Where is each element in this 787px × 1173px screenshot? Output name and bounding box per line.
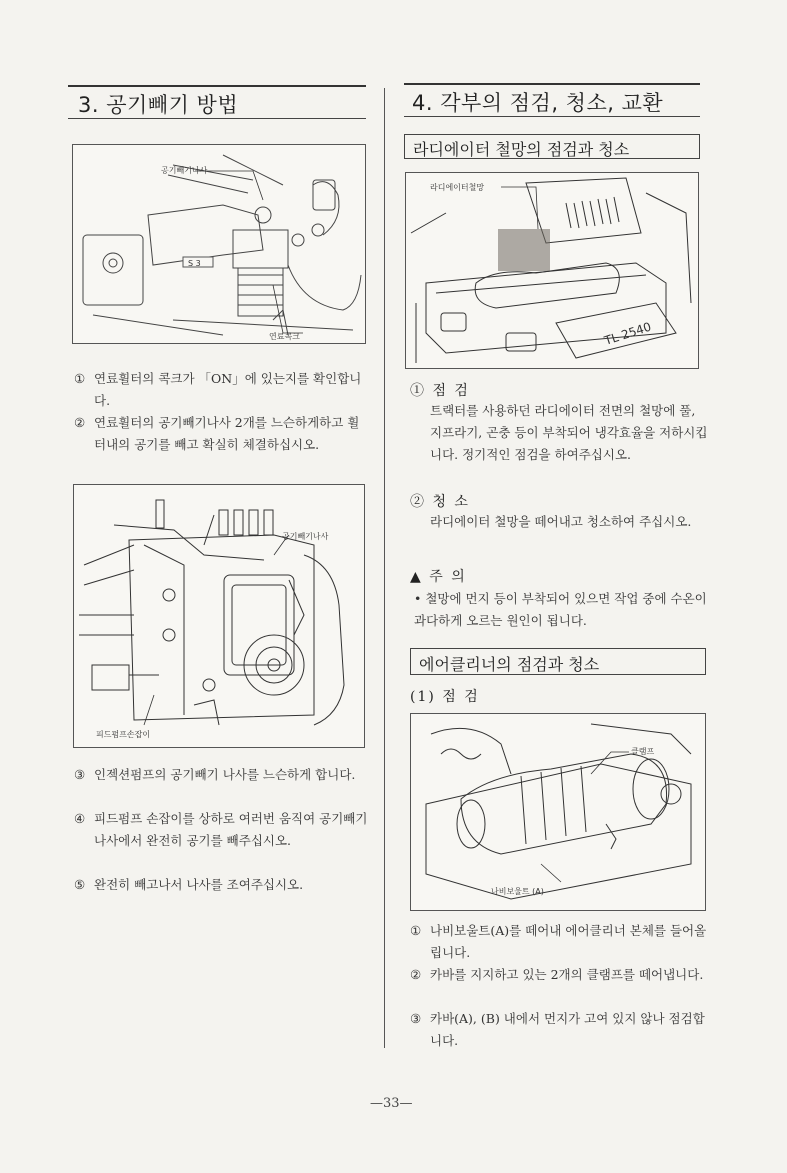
radiator-screen-subheading: 라디에이터 철망의 점검과 청소 xyxy=(404,134,700,159)
radiator-screen-figure xyxy=(405,172,699,369)
fig2-label-air-screw: 공기빼기나사 xyxy=(282,532,329,541)
radiator-drawing xyxy=(406,173,698,368)
air-step-3 xyxy=(410,1008,708,1052)
air-step-1 xyxy=(410,920,708,964)
step-5 xyxy=(74,874,370,896)
step-1-number: ① xyxy=(74,371,86,386)
left-title-rule-bottom xyxy=(68,118,366,119)
air-step-2-number: ② xyxy=(410,967,422,982)
air-step-1-number: ① xyxy=(410,923,422,938)
fig3-label-radiator-screen: 라디에이터철망 xyxy=(430,183,485,192)
clean-heading: ② 청 소 xyxy=(410,494,470,510)
step-3-number: ③ xyxy=(74,767,86,782)
step-5-text: 완전히 빼고나서 나사를 조여주십시오. xyxy=(94,877,304,892)
left-section-title: 3. 공기빼기 방법 xyxy=(78,93,239,117)
right-section-title: 4. 각부의 점검, 청소, 교환 xyxy=(412,91,664,115)
step-2-text: 연료휠터의 공기빼기나사 2개를 느슨하게하고 휠터내의 공기를 빼고 확실히 체결하십시오. xyxy=(94,415,360,452)
check-heading: ① 점 검 xyxy=(410,383,470,399)
fig1-label-fuel-cock: 연료콕크 xyxy=(269,332,300,341)
fuel-filter-drawing xyxy=(73,145,365,343)
air-step-2-text: 카바를 지지하고 있는 2개의 클램프를 떼어냅니다. xyxy=(430,967,704,982)
step-4-text: 피드펌프 손잡이를 상하로 여러번 움직여 공기빼기 나사에서 완전히 공기를 빼주십시오. xyxy=(94,811,368,848)
check-text: 트랙터를 사용하던 라디에이터 전면의 철망에 풀, 지프라기, 곤충 등이 부착되어 냉각효율을 저하시킵니다. 정기적인 점검을 하여주십시오. xyxy=(430,403,708,462)
step-2-number: ② xyxy=(74,415,86,430)
caution-heading: ▲ 주 의 xyxy=(410,569,467,585)
fig4-label-clamp: 클램프 xyxy=(631,747,655,756)
column-divider xyxy=(384,88,385,1048)
step-4 xyxy=(74,808,370,852)
step-3 xyxy=(74,764,370,786)
clean-text: 라디에이터 철망을 떼어내고 청소하여 주십시오. xyxy=(430,514,692,529)
air-cleaner-figure xyxy=(410,713,706,911)
check2-heading: (1) 점 검 xyxy=(410,689,480,705)
step-1-text: 연료휠터의 콕크가 「ON」에 있는지를 확인합니다. xyxy=(94,371,362,408)
step-3-text: 인젝션펌프의 공기빼기 나사를 느슨하게 합니다. xyxy=(94,767,356,782)
injection-pump-figure xyxy=(73,484,365,748)
air-cleaner-drawing xyxy=(411,714,705,910)
right-title-rule-bottom xyxy=(404,116,700,117)
caution-text: • 철망에 먼지 등이 부착되어 있으면 작업 중에 수온이 과다하게 오르는 원인이 됩니다. xyxy=(414,591,707,628)
right-title-rule-top xyxy=(404,83,700,85)
air-cleaner-subheading: 에어클리너의 점검과 청소 xyxy=(410,648,706,675)
step-1 xyxy=(74,368,370,412)
fig1-label-air-screw: 공기빼기나사 xyxy=(161,166,208,175)
air-step-2 xyxy=(410,964,708,986)
injection-pump-drawing xyxy=(74,485,364,747)
tractor-model-plate: TL 2540 xyxy=(602,319,653,348)
fig2-label-feed-pump: 피드펌프손잡이 xyxy=(96,730,151,739)
fuel-filter-figure xyxy=(72,144,366,344)
air-step-3-text: 카바(A), (B) 내에서 먼지가 고여 있지 않나 점검합니다. xyxy=(430,1011,705,1048)
air-step-3-number: ③ xyxy=(410,1011,422,1026)
air-step-1-text: 나비보울트(A)를 떼어내 에어클리너 본체를 들어올립니다. xyxy=(430,923,707,960)
step-2 xyxy=(74,412,370,456)
step-5-number: ⑤ xyxy=(74,877,86,892)
page-number: —33— xyxy=(370,1096,413,1111)
step-4-number: ④ xyxy=(74,811,86,826)
left-title-rule-top xyxy=(68,85,366,87)
fig4-label-wing-bolt: 나비보울트 (A) xyxy=(491,887,544,896)
filter-plate-text: S 3 xyxy=(188,259,201,268)
